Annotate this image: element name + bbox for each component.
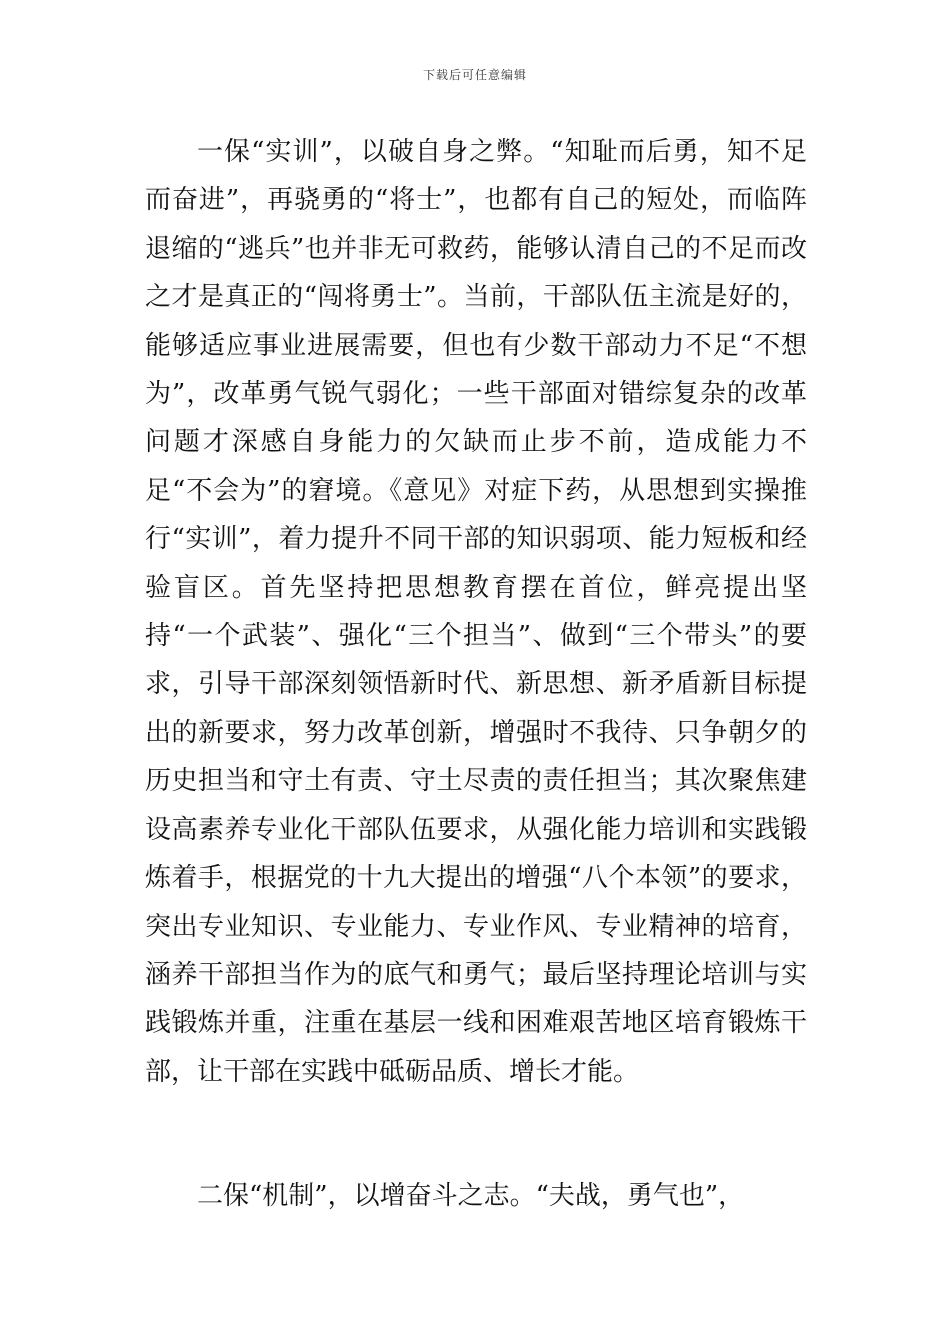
paragraph-1: 一保“实训”，以破自身之弊。“知耻而后勇，知不足而奋进”，再骁勇的“将士”，也都有自己的短处，而临阵退缩的“逃兵”也并非无可救药，能够认清自己的不足而改之才是真正的“闯将勇士”。当前，干部队伍主流是好的，能够适应事业进展需要，但也有少数干部动力不足“不想为”，改革勇气锐气弱化；一些干部面对错综复杂的改革问题才深感自身能力的欠缺而止步不前，造成能力不足“不会为”的窘境。《意见》对症下药，从思想到实操推行“实训”，着力提升不同干部的知识弱项、能力短板和经验盲区。首先坚持把思想教育摆在首位，鲜亮提出坚持“一个武装”、强化“三个担当”、做到“三个带头”的要求，引导干部深刻领悟新时代、新思想、新矛盾新目标提出的新要求，努力改革创新，增强时不我待、只争朝夕的历史担当和守土有责、守土尽责的责任担当；其次聚焦建设高素养专业化干部队伍要求，从强化能力培训和实践锻炼着手，根据党的十九大提出的增强“八个本领”的要求，突出专业知识、专业能力、专业作风、专业精神的培育，涵养干部担当作为的底气和勇气；最后坚持理论培训与实践锻炼并重，注重在基层一线和困难艰苦地区培育锻炼干部，让干部在实践中砥砺品质、增长才能。 [145, 137, 807, 1087]
paragraph-2: 二保“机制”，以增奋斗之志。“夫战，勇气也”， [197, 1181, 745, 1211]
header-note: 下载后可任意编辑 [422, 68, 527, 82]
